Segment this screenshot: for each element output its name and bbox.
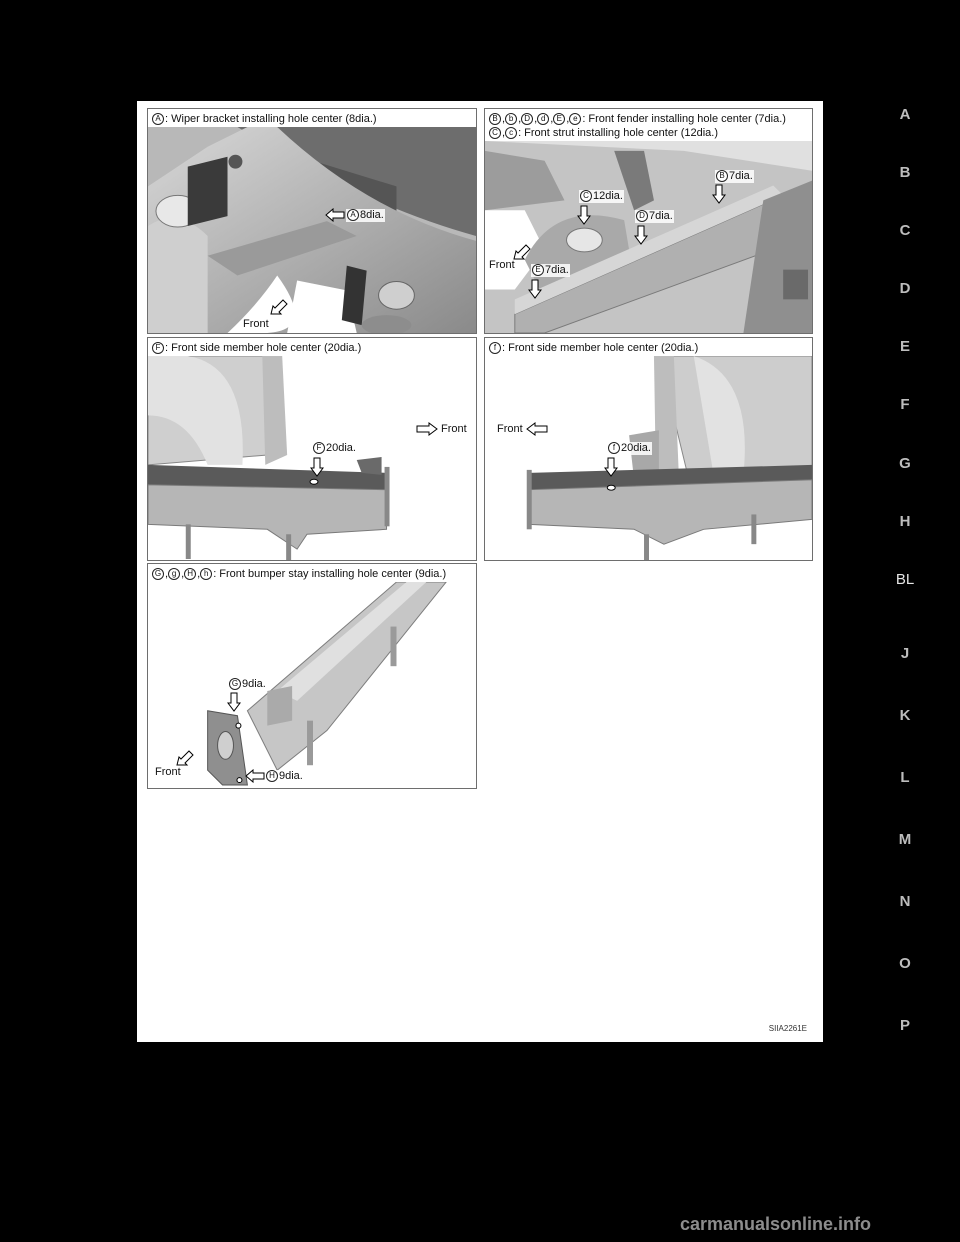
panel-caption: G , g , H , h : Front bumper stay installing hole center (9dia.) [152,567,446,581]
down-arrow-icon [577,205,591,230]
callout-h-label: H 9dia. [265,770,304,783]
front-label: Front [497,423,523,435]
down-arrow-icon [227,692,241,717]
front-label: Front [441,423,467,435]
panel-caption: F : Front side member hole center (20dia.) [152,341,361,355]
section-tab-a[interactable]: A [899,106,911,123]
front-direction-arrow-icon [513,244,531,265]
figure-code: SIIA2261E [768,1024,807,1033]
section-tab-c[interactable]: C [899,222,911,239]
callout-f-label: f 20dia. [607,442,652,455]
section-tab-b[interactable]: B [899,164,911,181]
callout-f-label: F 20dia. [312,442,357,455]
watermark: carmanualsonline.info [680,1214,872,1234]
left-arrow-icon [526,422,548,441]
section-tab-n[interactable]: N [899,893,911,910]
section-tab-o[interactable]: O [899,955,911,972]
panel-front-bumper-stay [147,563,477,789]
callout-b-label: B 7dia. [715,170,754,183]
callout-g-label: G 9dia. [228,678,267,691]
left-arrow-icon [325,208,345,227]
ref-letter: A [152,113,164,125]
section-tab-e[interactable]: E [899,338,910,355]
panel-caption: B , b , D , d , E , e : Front fender installing hole center (7dia.) C , c : Front strut installing hole center (12dia.) [489,112,786,140]
side-member-photo [485,356,812,560]
fender-apron-photo [485,141,812,333]
callout-e-label: E 7dia. [531,264,570,277]
body-shell-photo [148,127,476,333]
manual-page [137,101,823,1042]
front-label: Front [155,766,181,778]
section-tab-h[interactable]: H [899,513,911,530]
section-tab-g[interactable]: G [899,455,911,472]
left-arrow-icon [245,769,265,788]
bumper-stay-photo [148,582,476,788]
section-tab-k[interactable]: K [899,707,911,724]
section-tab-m[interactable]: M [898,831,912,848]
down-arrow-icon [310,457,324,482]
section-tab-p[interactable]: P [899,1017,910,1034]
down-arrow-icon [634,225,648,250]
panel-front-fender-strut [484,108,813,334]
down-arrow-icon [712,184,726,209]
section-tab-l[interactable]: L [900,769,910,786]
section-tab-bl[interactable]: BL [895,571,915,588]
panel-wiper-bracket [147,108,477,334]
callout-a-label: A 8dia. [346,209,385,222]
front-label: Front [243,318,269,330]
section-tab-d[interactable]: D [899,280,911,297]
panel-front-side-member-lh [484,337,813,561]
right-arrow-icon [416,422,438,441]
panel-caption: A : Wiper bracket installing hole center (8dia.) [152,112,377,126]
section-tab-j[interactable]: J [900,645,910,662]
callout-d-label: D 7dia. [635,210,674,223]
front-direction-arrow-icon [270,299,288,320]
front-label: Front [489,259,515,271]
down-arrow-icon [528,279,542,304]
panel-caption: f : Front side member hole center (20dia.) [489,341,698,355]
callout-c-label: C 12dia. [579,190,624,203]
panel-front-side-member-rh [147,337,477,561]
down-arrow-icon [604,457,618,482]
section-tab-f[interactable]: F [900,396,910,413]
